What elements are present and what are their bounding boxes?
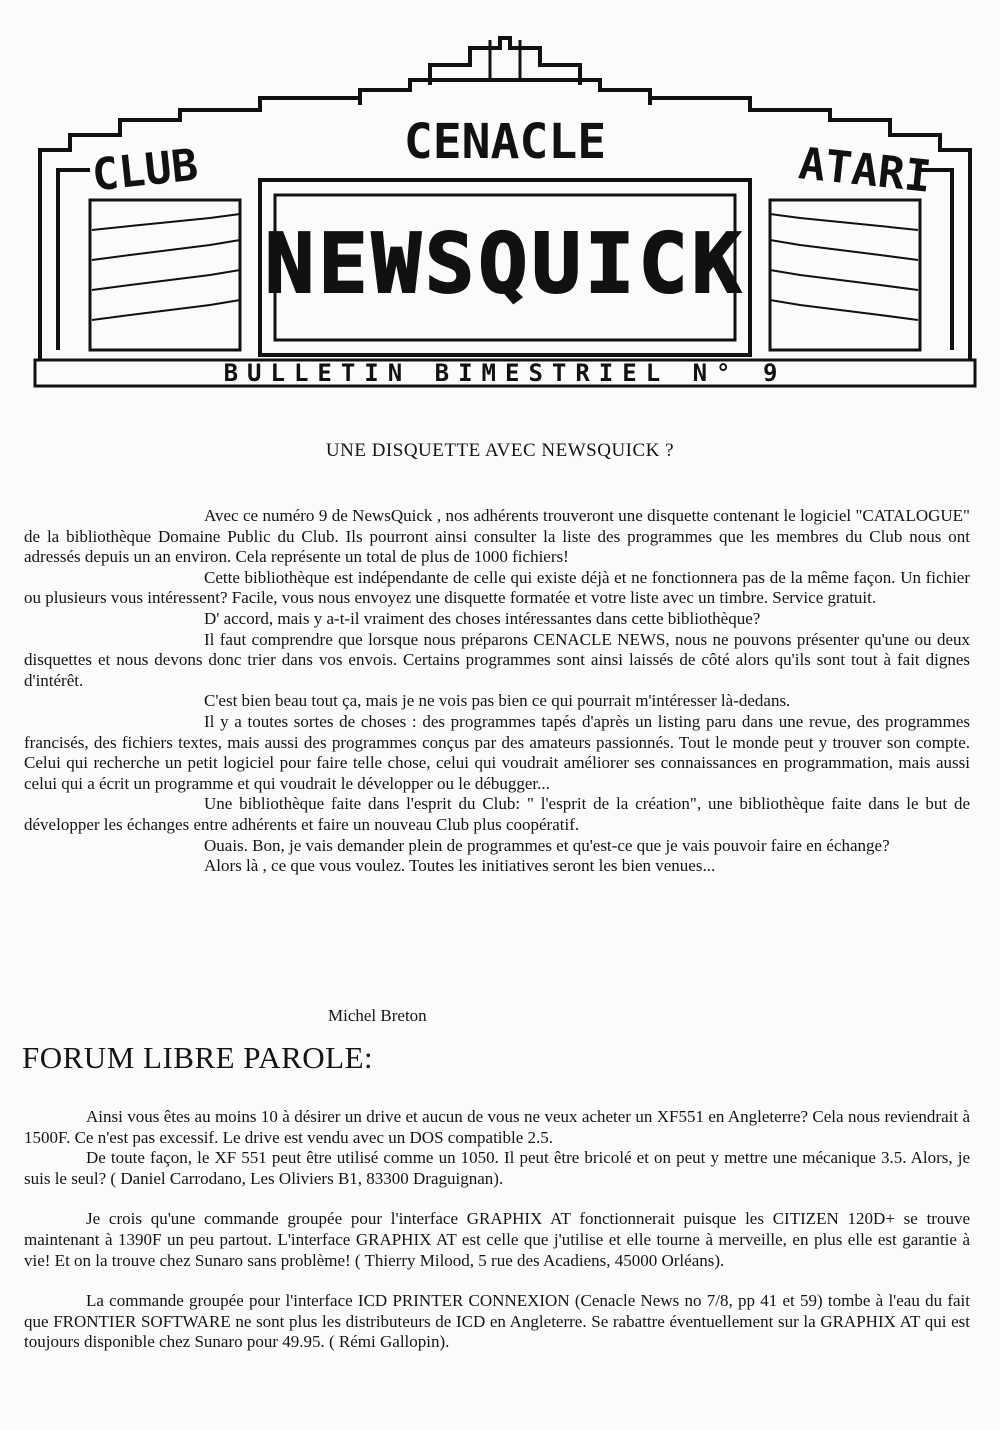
bulletin-subtitle: BULLETIN BIMESTRIEL N° 9 <box>223 359 787 387</box>
club-wordmark: CLUB <box>89 139 201 202</box>
forum-body <box>24 1107 970 1353</box>
article-paragraph: Avec ce numéro 9 de NewsQuick , nos adhérents trouveront une disquette contenant le logiciel "CATALOGUE" de la bibliothèque Domaine Public du Club. Ils pourront ainsi consulter la liste des programmes que les membres du Club nous ont adressés depuis un an environ. Cela représente un total de plus de 1000 fichiers! <box>24 506 970 567</box>
article-paragraph: Il y a toutes sortes de choses : des programmes tapés d'après un listing paru dans une revue, des programmes francisés, des fichiers textes, mais aussi des programmes conçus par des amateurs passionnés. Tout le monde peut y trouver son compte. Celui qui recherche un petit logiciel pour faire telle chose, celui qui voudrait améliorer ses connaissances en programmation, mais aussi celui qui a écrit un programme et qui voudrait le développer ou le débugger... <box>24 711 970 793</box>
article-body <box>24 506 970 877</box>
article-paragraph: Une bibliothèque faite dans l'esprit du Club: " l'esprit de la création", une bibliothèque faite dans le but de développer les échanges entre adhérents et faire un nouveau Club plus coopératif. <box>24 794 970 834</box>
article-signature: Michel Breton <box>328 1006 427 1025</box>
atari-wordmark: ATARI <box>796 138 934 203</box>
forum-paragraph: Ainsi vous êtes au moins 10 à désirer un drive et aucun de vous ne veux acheter un XF551 en Angleterre? Cela nous reviendrait à 1500F. Ce n'est pas excessif. Le drive est vendu avec un DOS compatible 2.5. <box>24 1107 970 1147</box>
article-paragraph: D' accord, mais y a-t-il vraiment des choses intéressantes dans cette bibliothèque? <box>204 608 761 628</box>
article-paragraph: Alors là , ce que vous voulez. Toutes les initiatives seront les bien venues... <box>204 856 716 876</box>
forum-title: FORUM LIBRE PAROLE: <box>22 1040 374 1075</box>
article-paragraph: Ouais. Bon, je vais demander plein de programmes et qu'est-ce que je vais pouvoir faire en échange? <box>204 835 890 855</box>
article-headline: UNE DISQUETTE AVEC NEWSQUICK ? <box>325 440 675 461</box>
article-paragraph: Il faut comprendre que lorsque nous préparons CENACLE NEWS, nous ne pouvons présenter qu'une ou deux disquettes et nous devons donc trier dans vos envois. Certains programmes sont ainsi laissés de côté alors qu'ils sont tout à fait dignes d'intérêt. <box>24 629 970 690</box>
newsquick-title: NEWSQUICK <box>264 217 746 312</box>
forum-paragraph: Je crois qu'une commande groupée pour l'interface GRAPHIX AT fonctionnerait puisque les CITIZEN 120D+ se trouve maintenant à 1390F un peu partout. L'interface GRAPHIX AT est celle que j'utilise et elle tourne à merveille, en plus elle est garantie à vie! Et on la trouve chez Sunaro sans problème! ( Thierry Milood, 5 rue des Acadiens, 45000 Orléans). <box>24 1209 970 1270</box>
forum-paragraph: La commande groupée pour l'interface ICD PRINTER CONNEXION (Cenacle News no 7/8, pp 41 et 59) tombe à l'eau du fait que FRONTIER SOFTWARE ne sont plus les distributeurs de ICD en Angleterre. Se rabattre éventuellement sur la GRAPHIX AT qui est toujours disponible chez Sunaro pour 49.95. ( Rémi Gallopin). <box>24 1291 970 1352</box>
forum-paragraph: De toute façon, le XF 551 peut être utilisé comme un 1050. Il peut être bricolé et on peut y mettre une mécanique 3.5. Alors, je suis le seul? ( Daniel Carrodano, Les Oliviers B1, 83300 Draguignan). <box>24 1148 970 1188</box>
masthead-banner <box>30 30 980 390</box>
article-paragraph: C'est bien beau tout ça, mais je ne vois pas bien ce qui pourrait m'intéresser là-dedans. <box>204 691 791 711</box>
article-paragraph: Cette bibliothèque est indépendante de celle qui existe déjà et ne fonctionnera pas de la même façon. Un fichier ou plusieurs vous intéressent? Facile, vous nous envoyez une disquette formatée et votre liste avec un timbre. Service gratuit. <box>24 567 970 608</box>
cenacle-wordmark: CENACLE <box>403 114 607 170</box>
marquee-illustration <box>30 30 980 390</box>
